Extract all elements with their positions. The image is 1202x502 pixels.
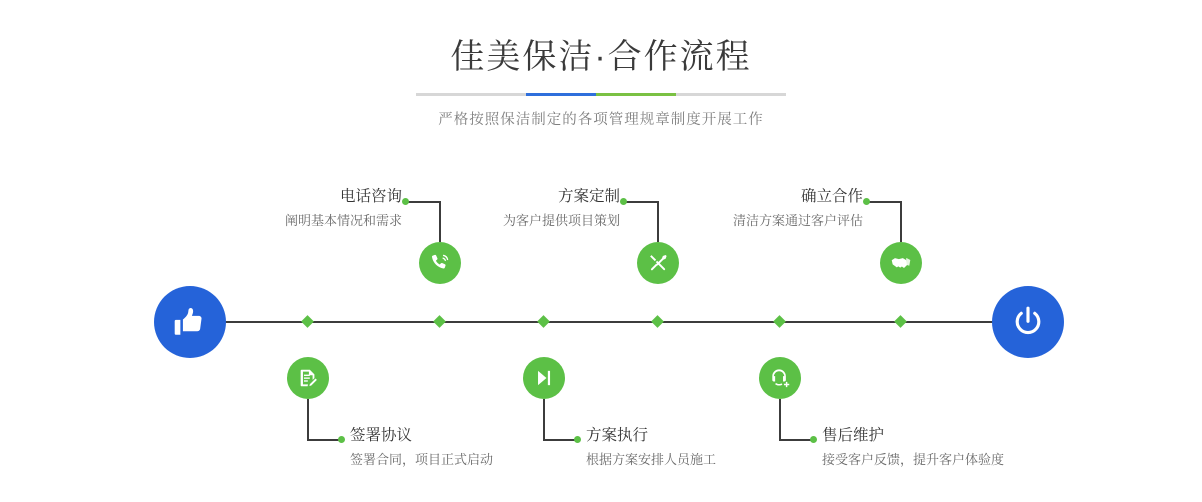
step-axis-marker-6 [773, 315, 786, 328]
step-title-5: 确立合作 [800, 188, 863, 205]
step-label-5 [703, 186, 863, 232]
step-connector-dot-3 [620, 198, 627, 205]
step-desc-5: 清洁方案通过客户评估 [732, 213, 863, 228]
step-node-2[interactable] [287, 357, 329, 399]
step-label-1 [252, 186, 402, 232]
step-node-4[interactable] [523, 357, 565, 399]
step-axis-marker-5 [894, 315, 907, 328]
timeline-end-marker [992, 286, 1064, 358]
tools-icon [647, 252, 669, 274]
step-title-4: 方案执行 [586, 427, 649, 444]
step-connector-dot-5 [863, 198, 870, 205]
step-connector-4-h [543, 439, 577, 441]
step-node-1[interactable] [419, 242, 461, 284]
step-node-5[interactable] [880, 242, 922, 284]
step-title-1: 电话咨询 [339, 188, 402, 205]
step-axis-marker-2 [301, 315, 314, 328]
step-connector-dot-2 [338, 436, 345, 443]
step-desc-3: 为客户提供项目策划 [502, 213, 620, 228]
step-connector-dot-1 [402, 198, 409, 205]
step-label-3 [460, 186, 620, 232]
contract-pen-icon [297, 367, 319, 389]
step-node-6[interactable] [759, 357, 801, 399]
handshake-icon [890, 252, 913, 275]
step-axis-marker-4 [537, 315, 550, 328]
power-icon [1010, 304, 1046, 340]
step-title-3: 方案定制 [557, 188, 620, 205]
step-connector-dot-4 [574, 436, 581, 443]
step-connector-6-v [779, 399, 781, 440]
step-desc-1: 阐明基本情况和需求 [284, 213, 402, 228]
step-connector-5-v [900, 201, 902, 242]
step-desc-2: 签署合同，项目正式启动 [350, 452, 494, 467]
step-connector-3-v [657, 201, 659, 242]
step-connector-6-h [779, 439, 813, 441]
step-desc-4: 根据方案安排人员施工 [586, 452, 717, 467]
step-axis-marker-1 [433, 315, 446, 328]
headset-support-icon [769, 367, 791, 389]
step-connector-5-h [867, 201, 901, 203]
step-connector-4-v [543, 399, 545, 440]
timeline-start-marker [154, 286, 226, 358]
step-label-4 [586, 425, 716, 471]
step-node-3[interactable] [637, 242, 679, 284]
step-desc-6: 接受客户反馈，提升客户体验度 [822, 452, 1005, 467]
step-axis-marker-3 [651, 315, 664, 328]
thumbs-up-icon [173, 305, 207, 339]
step-connector-3-h [624, 201, 658, 203]
step-connector-1-v [439, 201, 441, 242]
step-connector-2-h [307, 439, 341, 441]
step-label-2 [350, 425, 493, 471]
step-label-6 [822, 425, 1004, 471]
step-connector-2-v [307, 399, 309, 440]
step-connector-dot-6 [810, 436, 817, 443]
step-title-6: 售后维护 [822, 427, 885, 444]
step-title-2: 签署协议 [350, 427, 413, 444]
phone-call-icon [429, 252, 451, 274]
step-connector-1-h [406, 201, 440, 203]
page-subtitle: 严格按照保洁制定的各项管理规章制度开展工作 [438, 112, 764, 128]
page-title: 佳美保洁·合作流程 [450, 38, 752, 76]
play-forward-icon [533, 367, 555, 389]
